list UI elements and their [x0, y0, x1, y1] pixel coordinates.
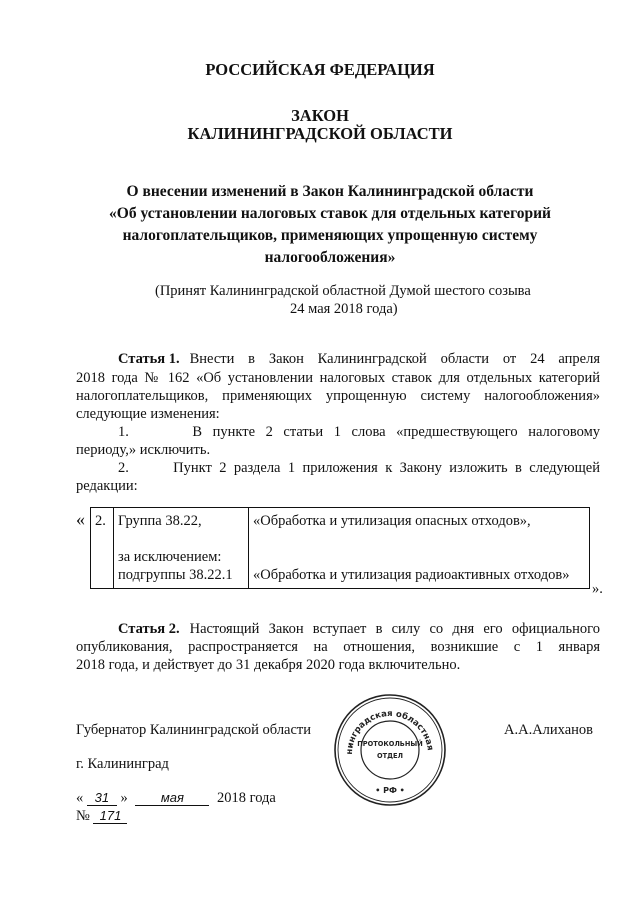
article-1-label: Статья 1. — [118, 351, 180, 367]
article-1-item-2-line-2: редакции: — [76, 478, 138, 494]
date-month: мая — [135, 790, 209, 806]
row-number: 2. — [91, 508, 114, 589]
adoption-line-2: 24 мая 2018 года) — [290, 301, 398, 317]
article-2-first-line — [118, 620, 600, 638]
stamp-inner-line-2: ОТДЕЛ — [377, 752, 403, 760]
exception-line-1: за исключением: — [118, 549, 222, 565]
date-day: 31 — [87, 790, 117, 806]
article-2-label: Статья 2. — [118, 621, 180, 637]
doc-type-heading: ЗАКОН — [291, 106, 349, 125]
signing-date — [76, 790, 276, 807]
number-value: 171 — [93, 808, 127, 824]
stamp-inner-line-1: ПРОТОКОЛЬНЫЙ — [357, 740, 423, 748]
date-open-quote: « — [76, 790, 84, 806]
article-1-item-2-line-1: 2. Пункт 2 раздела 1 приложения к Закону изложить в следующей — [118, 460, 600, 476]
title-line-2: «Об установлении налоговых ставок для отдельных категорий — [109, 205, 551, 222]
article-1-first-line — [118, 350, 600, 368]
amendment-table — [90, 507, 590, 589]
article-2-line-1: Настоящий Закон вступает в силу со дня его официального — [189, 621, 600, 637]
law-number — [76, 808, 127, 825]
exception-line-2: подгруппы 38.22.1 — [118, 567, 233, 583]
article-1-item-1-line-1: 1. В пункте 2 статьи 1 слова «предшествующего налоговому — [118, 424, 600, 440]
article-1-line-1: Внести в Закон Калининградской области от 24 апреля — [189, 351, 600, 367]
group-description: «Обработка и утилизация опасных отходов», — [253, 513, 531, 529]
governor-position: Губернатор Калининградской области — [76, 722, 312, 738]
group-cell — [114, 508, 249, 589]
governor-name: А.А.Алиханов — [504, 722, 594, 738]
article-1-line-2: 2018 года № 162 «Об установлении налоговых ставок для отдельных категорий — [76, 370, 600, 386]
stamp-bottom-text: • РФ • — [375, 786, 405, 795]
title-line-4: налогообложения» — [264, 249, 396, 266]
description-cell — [249, 508, 590, 589]
date-close-quote: » — [120, 790, 128, 806]
stamp-outer-text: нинградская областная — [344, 708, 435, 755]
official-stamp — [332, 692, 448, 808]
table-close-quote: ». — [592, 581, 603, 597]
article-2-line-2: опубликования, распространяется на отношения, возникшие с 1 января — [76, 639, 600, 655]
adoption-line-1: (Принят Калининградской областной Думой шестого созыва — [155, 283, 531, 299]
title-line-1: О внесении изменений в Закон Калининградской области — [126, 183, 534, 200]
article-1-item-1-line-2: периоду,» исключить. — [76, 442, 211, 458]
stamp-seal-icon — [332, 692, 448, 808]
country-heading: РОССИЙСКАЯ ФЕДЕРАЦИЯ — [205, 60, 435, 79]
title-line-3: налогоплательщиков, применяющих упрощенную систему — [122, 227, 538, 244]
city: г. Калининград — [76, 756, 169, 772]
article-1-line-3: налогоплательщиков, применяющих упрощенную систему налогообложения» — [76, 388, 600, 404]
number-label: № — [76, 808, 90, 824]
table-open-quote: « — [76, 509, 85, 529]
group-code: Группа 38.22, — [118, 513, 202, 529]
article-1-line-4: следующие изменения: — [76, 406, 220, 422]
article-2-line-3: 2018 года, и действует до 31 декабря 2020 года включительно. — [76, 657, 461, 673]
region-heading: КАЛИНИНГРАДСКОЙ ОБЛАСТИ — [187, 124, 453, 143]
date-year: 2018 года — [217, 790, 276, 806]
table-row — [91, 508, 590, 589]
exception-description: «Обработка и утилизация радиоактивных отходов» — [253, 567, 570, 583]
